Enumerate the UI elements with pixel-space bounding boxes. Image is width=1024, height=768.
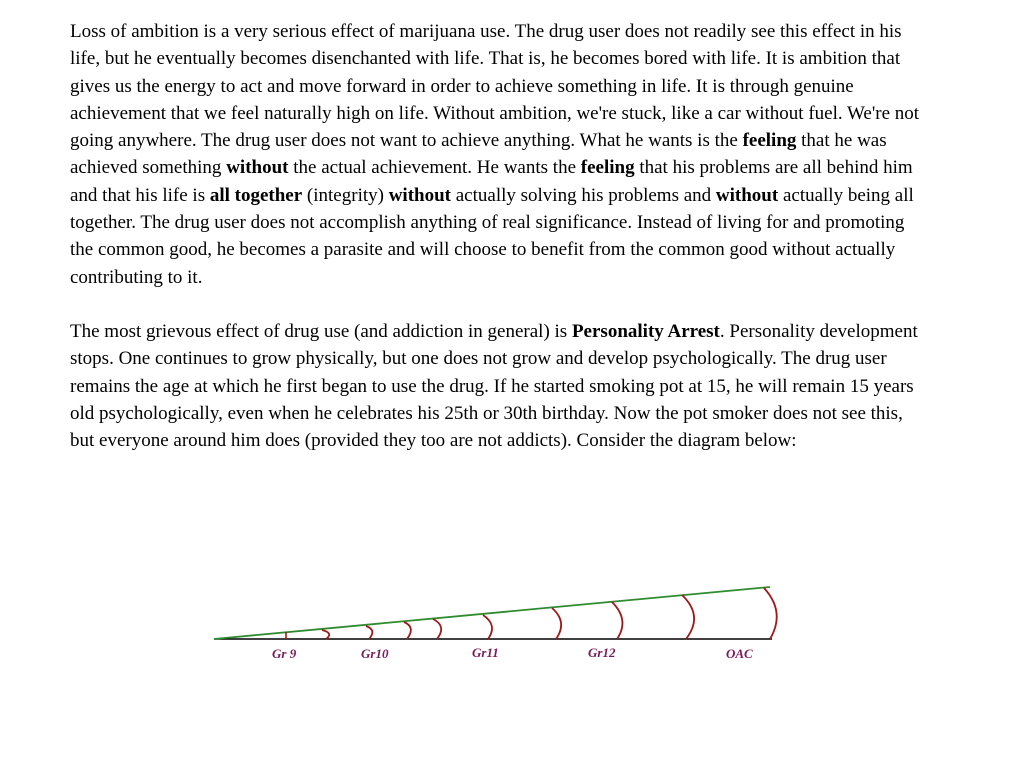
diagram-arc [552, 608, 561, 639]
paragraph-personality-arrest [70, 318, 930, 454]
p1-bold-feeling-2: feeling [580, 157, 635, 179]
diagram-label-gr11: Gr11 [472, 645, 499, 660]
diagram-label-gr10: Gr10 [361, 646, 389, 661]
diagram-arc [612, 602, 622, 639]
p1-bold-without-3: without [715, 184, 779, 206]
diagram-arc [682, 595, 694, 639]
diagram-arc [366, 626, 372, 639]
p1-run: (integrity) [302, 184, 389, 206]
p1-run: actually being all together. The drug user does not accomplish anything of real significance. Instead of living for and promoting the common good, he becomes a parasite and will choose to benefit from the common good without actually contributing to it. [70, 184, 914, 288]
p1-bold-without-2: without [388, 184, 451, 206]
diagram-label-gr9: Gr 9 [272, 646, 297, 661]
p1-bold-feeling: feeling [742, 130, 797, 152]
diagram-labels [272, 645, 753, 661]
p1-bold-all-together: all together [209, 184, 303, 206]
p1-run: actually solving his problems and [451, 184, 716, 206]
diagram-arc [433, 619, 441, 639]
diagram-arc [764, 588, 777, 639]
article-text [70, 18, 930, 454]
diagram-label-gr12: Gr12 [588, 645, 616, 660]
diagram-arcs [322, 588, 777, 639]
diagram-growth-line [214, 587, 770, 639]
diagram-arc [404, 622, 411, 639]
p1-bold-without: without [226, 157, 289, 179]
p2-run: The most grievous effect of drug use (and addiction in general) is [70, 320, 572, 342]
p2-bold-personality-arrest: Personality Arrest [571, 320, 720, 342]
diagram-label-oac: OAC [726, 646, 753, 661]
p1-run: that his problems are all behind him and that his life is [70, 157, 913, 206]
diagram-arc [322, 630, 329, 639]
p1-run: that he was achieved something [70, 130, 887, 179]
p2-run: . Personality development stops. One continues to grow physically, but one does not grow and develop psychologically. The drug user remains the age at which he first began to use the drug. If he started smoking pot at 15, he will remain 15 years old psychologically, even when he celebrates his 25th or 30th birthday. Now the pot smoker does not see this, but everyone around him does (provided they too are not addicts). Consider the diagram below: [70, 320, 918, 452]
p1-run: the actual achievement. He wants the [288, 157, 581, 179]
paragraph-loss-of-ambition [70, 18, 930, 291]
diagram-arc [483, 615, 492, 639]
p1-run: Loss of ambition is a very serious effect of marijuana use. The drug user does not readily see this effect in his life, but he eventually becomes disenchanted with life. That is, he becomes bored with life. It is ambition that gives us the energy to act and move forward in order to achieve something in life. It is through genuine achievement that we feel naturally high on life. Without ambition, we're stuck, like a car without fuel. We're not going anywhere. The drug user does not want to achieve anything. What he wants is the [70, 21, 920, 152]
